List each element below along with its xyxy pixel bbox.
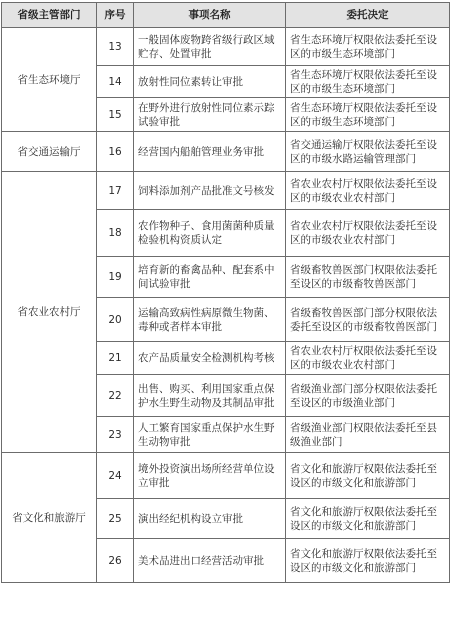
item-name-cell: 人工繁育国家重点保护水生野生动物审批 [134,417,286,453]
header-department: 省级主管部门 [2,3,97,28]
item-name-cell: 在野外进行放射性同位素示踪试验审批 [134,98,286,132]
table-body [2,28,450,583]
decision-cell: 省农业农村厅权限依法委托至设区的市级农业农村部门 [286,342,450,375]
item-name-cell: 放射性同位素转让审批 [134,66,286,98]
seq-cell: 25 [97,499,134,539]
decision-cell: 省文化和旅游厅权限依法委托至设区的市级文化和旅游部门 [286,539,450,583]
item-name-cell: 一般固体废物跨省级行政区域贮存、处置审批 [134,28,286,66]
table-row [2,172,450,210]
decision-cell: 省交通运输厅权限依法委托至设区的市级水路运输管理部门 [286,132,450,172]
decision-cell: 省生态环境厅权限依法委托至设区的市级生态环境部门 [286,28,450,66]
header-item: 事项名称 [134,3,286,28]
delegation-table [1,2,450,583]
decision-cell: 省级渔业部门权限依法委托至县级渔业部门 [286,417,450,453]
decision-cell: 省生态环境厅权限依法委托至设区的市级生态环境部门 [286,66,450,98]
seq-cell: 20 [97,298,134,342]
item-name-cell: 培育新的畜禽品种、配套系中间试验审批 [134,257,286,298]
item-name-cell: 境外投资演出场所经营单位设立审批 [134,453,286,499]
table-row [2,28,450,66]
item-name-cell: 农作物种子、食用菌菌种质量检验机构资质认定 [134,210,286,257]
decision-cell: 省文化和旅游厅权限依法委托至设区的市级文化和旅游部门 [286,453,450,499]
table-row [2,132,450,172]
item-name-cell: 经营国内船舶管理业务审批 [134,132,286,172]
decision-cell: 省级渔业部门部分权限依法委托至设区的市级渔业部门 [286,375,450,417]
seq-cell: 17 [97,172,134,210]
decision-cell: 省生态环境厅权限依法委托至设区的市级生态环境部门 [286,98,450,132]
department-cell: 省农业农村厅 [2,172,97,453]
item-name-cell: 农产品质量安全检测机构考核 [134,342,286,375]
seq-cell: 19 [97,257,134,298]
seq-cell: 21 [97,342,134,375]
header-row [2,3,450,28]
department-cell: 省文化和旅游厅 [2,453,97,583]
item-name-cell: 出售、购买、利用国家重点保护水生野生动物及其制品审批 [134,375,286,417]
item-name-cell: 美术品进出口经营活动审批 [134,539,286,583]
decision-cell: 省文化和旅游厅权限依法委托至设区的市级文化和旅游部门 [286,499,450,539]
seq-cell: 14 [97,66,134,98]
item-name-cell: 演出经纪机构设立审批 [134,499,286,539]
item-name-cell: 运输高致病性病原微生物菌、毒种或者样本审批 [134,298,286,342]
seq-cell: 22 [97,375,134,417]
seq-cell: 23 [97,417,134,453]
decision-cell: 省农业农村厅权限依法委托至设区的市级农业农村部门 [286,172,450,210]
table-row [2,453,450,499]
decision-cell: 省农业农村厅权限依法委托至设区的市级农业农村部门 [286,210,450,257]
seq-cell: 15 [97,98,134,132]
seq-cell: 24 [97,453,134,499]
seq-cell: 18 [97,210,134,257]
seq-cell: 13 [97,28,134,66]
header-seq: 序号 [97,3,134,28]
decision-cell: 省级畜牧兽医部门权限依法委托至设区的市级畜牧兽医部门 [286,257,450,298]
department-cell: 省交通运输厅 [2,132,97,172]
decision-cell: 省级畜牧兽医部门部分权限依法委托至设区的市级畜牧兽医部门 [286,298,450,342]
item-name-cell: 饲料添加剂产品批准文号核发 [134,172,286,210]
department-cell: 省生态环境厅 [2,28,97,132]
seq-cell: 16 [97,132,134,172]
seq-cell: 26 [97,539,134,583]
header-decision: 委托决定 [286,3,450,28]
